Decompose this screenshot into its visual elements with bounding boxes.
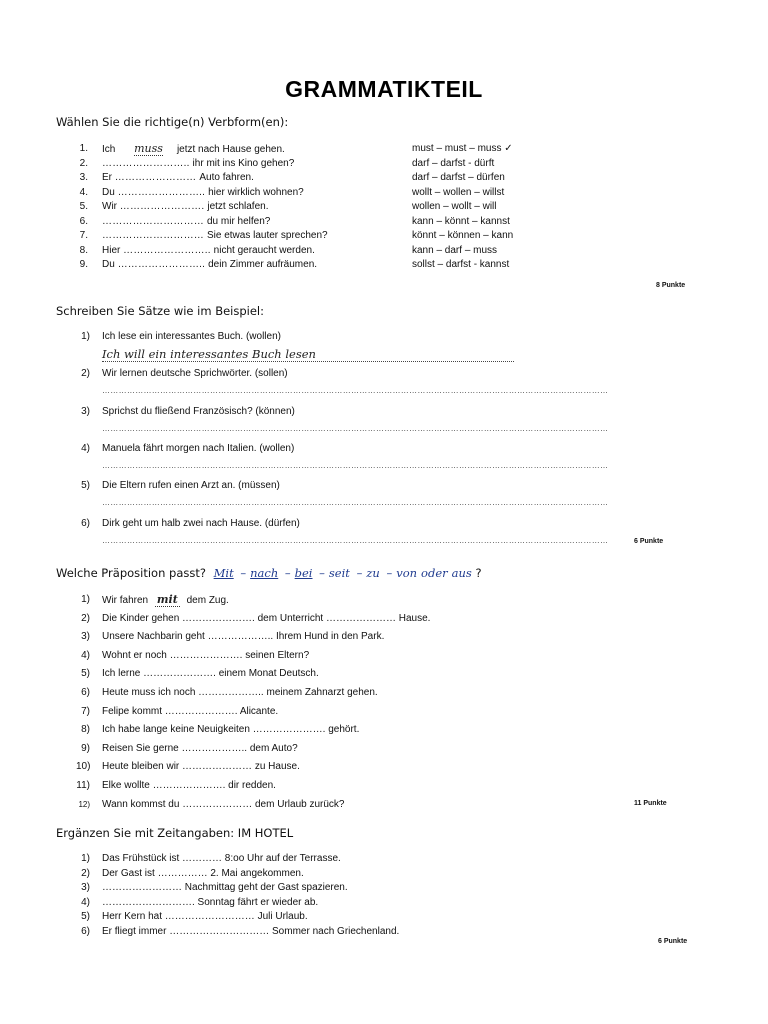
item-part-c: einem Monat Deutsch. xyxy=(218,668,319,680)
item-number: 5) xyxy=(81,668,90,680)
answer-line: ………………………………………………………………………………………………………………………………………………………………… xyxy=(102,423,609,433)
item-part-a: Wann kommst du ………………… xyxy=(102,798,255,810)
item-sentence xyxy=(102,686,378,699)
answer-blank: ………………………… xyxy=(102,230,207,241)
item-number: 6. xyxy=(79,215,88,227)
item-part-c: dem Auto? xyxy=(249,742,298,754)
item-sentence xyxy=(102,760,300,773)
item-sentence xyxy=(102,186,304,199)
answer-line: ………………………………………………………………………………………………………………………………………………………………… xyxy=(102,535,609,545)
answer-blank: …………………….. xyxy=(117,259,209,270)
item-sentence: Das Frühstück ist ………… 8:oo Uhr auf der Terrasse. xyxy=(102,853,341,864)
item-number: 5) xyxy=(81,480,90,492)
item-sentence: Manuela fährt morgen nach Italien. (wollen) xyxy=(102,442,295,454)
item-sentence xyxy=(102,705,278,718)
answer-line: ………………………………………………………………………………………………………………………………………………………………… xyxy=(102,498,609,508)
item-sentence: Dirk geht um halb zwei nach Hause. (dürfen) xyxy=(102,517,300,529)
item-part-a: Unsere Nachbarin geht ……………….. xyxy=(102,631,276,643)
item-sentence xyxy=(102,779,276,792)
item-sentence: Die Eltern rufen einen Arzt an. (müssen) xyxy=(102,480,280,492)
section2-heading: Schreiben Sie Sätze wie im Beispiel: xyxy=(56,304,264,318)
section4-points: 6 Punkte xyxy=(658,938,688,945)
item-number: 6) xyxy=(81,925,90,937)
preposition-option: seit xyxy=(328,566,350,580)
item-part-c: dem Unterricht ………………… Hause. xyxy=(257,612,431,624)
verb-options: kann – darf – muss xyxy=(412,244,498,256)
item-prefix: Du xyxy=(102,186,118,198)
item-suffix: ihr mit ins Kino gehen? xyxy=(192,157,295,169)
item-prefix: Hier xyxy=(102,244,124,256)
item-sentence xyxy=(102,258,317,271)
section4-heading: Ergänzen Sie mit Zeitangaben: IM HOTEL xyxy=(56,826,294,840)
verb-options: darf – darfst - dürft xyxy=(412,157,495,169)
preposition-option: aus xyxy=(451,566,472,580)
item-sentence xyxy=(102,593,229,607)
item-suffix: Sie etwas lauter sprechen? xyxy=(206,230,328,241)
item-part-a: Heute bleiben wir ………………… xyxy=(102,761,255,773)
item-suffix: nicht geraucht werden. xyxy=(213,244,315,256)
separator: – xyxy=(236,566,247,580)
answer-blank: …………………….. xyxy=(117,186,209,198)
answer-line: ………………………………………………………………………………………………………………………………………………………………… xyxy=(102,386,609,396)
item-part-a: Felipe kommt …………………. xyxy=(102,705,240,717)
verb-options: must – must – muss ✓ xyxy=(412,143,513,154)
item-sentence xyxy=(102,244,315,257)
item-part-a: Ich habe lange keine Neuigkeiten …………………. xyxy=(102,724,329,736)
preposition-option: Mit xyxy=(213,566,234,580)
example-answer xyxy=(102,347,514,362)
answer-blank: ………………………… xyxy=(102,215,207,227)
item-number: 2) xyxy=(81,368,90,380)
section3-heading-text: Welche Präposition passt? xyxy=(56,566,206,580)
verb-options: darf – darfst – dürfen xyxy=(412,172,505,183)
item-sentence xyxy=(102,742,298,755)
item-number: 6) xyxy=(81,517,90,529)
preposition-list xyxy=(210,566,472,580)
item-sentence: ………………………. Sonntag fährt er wieder ab. xyxy=(102,896,319,908)
item-sentence xyxy=(102,200,269,213)
item-number: 1) xyxy=(81,594,90,605)
item-sentence: Der Gast ist …………… 2. Mai angekommen. xyxy=(102,867,304,879)
item-number: 7) xyxy=(81,705,90,717)
item-number: 3) xyxy=(81,405,90,417)
verb-options: wollt – wollen – willst xyxy=(412,186,505,198)
item-suffix: jetzt nach Hause gehen. xyxy=(176,144,285,155)
preposition-option: bei xyxy=(294,566,313,580)
item-number: 5) xyxy=(81,911,90,922)
item-part-a: Die Kinder gehen …………………. xyxy=(102,612,258,624)
section1-heading: Wählen Sie die richtige(n) Verbform(en): xyxy=(56,115,289,129)
item-part-a: Wir fahren xyxy=(102,595,151,606)
item-number: 6) xyxy=(81,687,90,698)
handwritten-answer: mit xyxy=(156,593,178,606)
section3-heading xyxy=(56,566,482,580)
separator: – xyxy=(281,566,291,580)
section1-points: 8 Punkte xyxy=(656,282,686,289)
separator: – xyxy=(352,566,363,580)
item-number: 3) xyxy=(81,631,90,643)
item-suffix: jetzt schlafen. xyxy=(207,201,269,212)
item-number: 3. xyxy=(79,172,88,183)
item-sentence: Wir lernen deutsche Sprichwörter. (sollen) xyxy=(102,368,288,380)
item-sentence xyxy=(102,723,359,736)
item-part-c: zu Hause. xyxy=(254,761,300,773)
item-sentence xyxy=(102,142,285,156)
preposition-option: von xyxy=(396,566,418,580)
item-number: 4. xyxy=(79,186,88,198)
item-suffix: Auto fahren. xyxy=(199,172,254,183)
item-part-a: Heute muss ich noch ……………….. xyxy=(102,687,267,698)
item-number: 11) xyxy=(76,780,90,791)
item-part-a: Wohnt er noch …………………. xyxy=(102,649,246,661)
answer-blank: ……………………. xyxy=(119,201,208,212)
item-number: 1) xyxy=(81,853,90,864)
item-number: 2) xyxy=(81,612,90,624)
item-number: 3) xyxy=(81,882,90,893)
item-prefix: Er xyxy=(102,172,115,183)
separator: – xyxy=(315,566,325,580)
verb-options: wollen – wollt – will xyxy=(412,201,497,212)
item-sentence: Sprichst du fließend Französisch? (können) xyxy=(102,405,295,417)
item-number: 7. xyxy=(79,230,88,241)
example-answer-text: Ich will ein interessantes Buch lesen xyxy=(102,347,316,361)
answer-blank: …………………….. xyxy=(123,244,214,256)
item-sentence xyxy=(102,612,430,625)
item-number: 4) xyxy=(81,649,90,661)
item-prefix: Du xyxy=(102,259,118,270)
answer-blank: …………………….. xyxy=(102,157,193,169)
answer-blank: …………………… xyxy=(114,172,200,183)
item-sentence xyxy=(102,798,344,811)
item-part-c: seinen Eltern? xyxy=(245,649,310,661)
item-part-c: dem Zug. xyxy=(183,595,229,606)
item-sentence: …………………… Nachmittag geht der Gast spazieren. xyxy=(102,882,348,893)
item-number: 4) xyxy=(81,442,90,454)
item-part-a: Ich lerne …………………. xyxy=(102,668,219,680)
item-part-c: gehört. xyxy=(328,724,360,736)
item-prefix: Ich xyxy=(102,144,119,155)
item-number: 9) xyxy=(81,742,90,754)
verb-options: sollst – darfst - kannst xyxy=(412,259,510,270)
item-number: 10) xyxy=(76,761,91,773)
item-sentence: Ich lese ein interessantes Buch. (wollen) xyxy=(102,331,281,342)
verb-options: könnt – können – kann xyxy=(412,230,514,241)
item-sentence: Herr Kern hat ……………………… Juli Urlaub. xyxy=(102,911,308,922)
item-number: 2) xyxy=(81,867,90,879)
verb-options: kann – könnt – kannst xyxy=(412,215,510,227)
item-part-c: Ihrem Hund in den Park. xyxy=(275,631,385,643)
item-number: 9. xyxy=(79,259,88,270)
item-number: 1. xyxy=(79,143,88,154)
section3-heading-qmark: ? xyxy=(475,566,482,580)
item-suffix: du mir helfen? xyxy=(206,215,271,227)
item-sentence xyxy=(102,649,309,662)
preposition-option: zu xyxy=(366,566,380,580)
section2-points: 6 Punkte xyxy=(634,538,664,545)
item-number: 4) xyxy=(81,896,90,908)
section3-points: 11 Punkte xyxy=(634,800,667,807)
answer-line: ………………………………………………………………………………………………………………………………………………………………… xyxy=(102,460,609,470)
item-number: 12) xyxy=(78,799,90,809)
item-sentence xyxy=(102,667,319,680)
item-part-a: Elke wollte …………………. xyxy=(102,780,229,791)
item-sentence: Er fliegt immer ………………………… Sommer nach Griechenland. xyxy=(102,925,400,937)
item-part-a: Reisen Sie gerne ……………….. xyxy=(102,742,250,754)
item-sentence xyxy=(102,630,384,643)
separator: – xyxy=(382,566,393,580)
preposition-option: oder xyxy=(421,566,448,580)
item-number: 8) xyxy=(81,724,90,736)
preposition-option: nach xyxy=(250,566,279,580)
item-part-c: meinem Zahnarzt gehen. xyxy=(266,687,378,698)
item-suffix: hier wirklich wohnen? xyxy=(208,186,304,198)
item-sentence xyxy=(102,157,294,170)
item-sentence xyxy=(102,229,328,242)
item-prefix: Wir xyxy=(102,201,120,212)
item-number: 2. xyxy=(79,157,88,169)
item-sentence xyxy=(102,215,270,228)
item-number: 5. xyxy=(79,201,88,212)
item-sentence xyxy=(102,171,254,184)
item-part-c: Alicante. xyxy=(239,705,279,717)
page-title: GRAMMATIKTEIL xyxy=(285,76,483,102)
item-number: 8. xyxy=(79,244,88,256)
item-number: 1) xyxy=(81,331,90,342)
item-suffix: dein Zimmer aufräumen. xyxy=(208,259,318,270)
item-part-c: dir redden. xyxy=(228,780,276,791)
item-part-c: dem Urlaub zurück? xyxy=(255,798,345,810)
handwritten-answer: muss xyxy=(134,142,163,155)
